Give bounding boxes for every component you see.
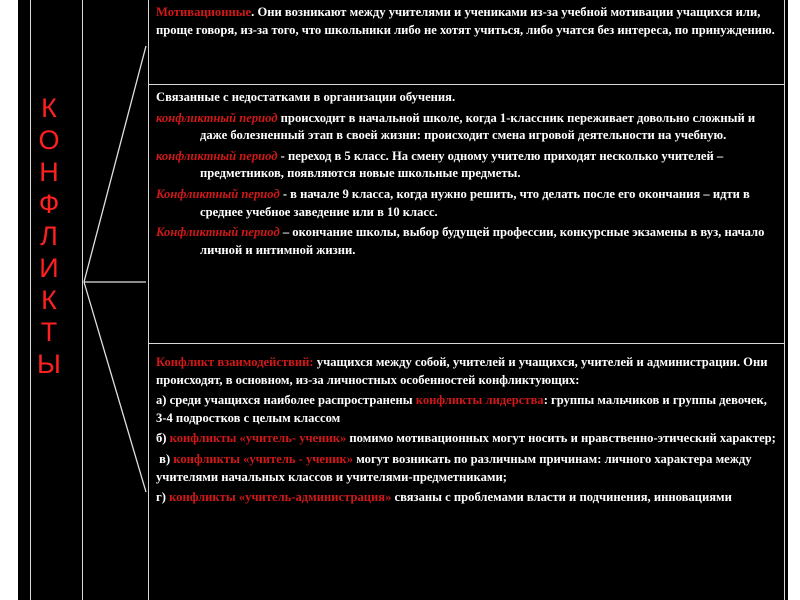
item-highlight: конфликты лидерства [415, 393, 544, 408]
item-prefix: б) [156, 431, 170, 446]
motivational-text: . Они возникают между учителями и учениками из-за учебной мотивации учащихся или, проще говоря, из-за того, что школьники либо не хотят учиться, либо учатся без интереса, по принуждению. [156, 5, 775, 37]
interaction-intro [156, 354, 776, 389]
item-text: : группы мальчиков и группы девочек, 3-4 подростков с целым классом [156, 393, 767, 425]
period-text: - переход в 5 класс. На смену одному учителю приходят несколько учителей –предметников, появляются новые школьные предметы. [200, 148, 724, 181]
organization-conflicts-cell [150, 89, 782, 259]
item-highlight: конфликты «учитель - ученик» [173, 451, 354, 466]
period-label: Конфликтный период [156, 186, 280, 201]
title-letter: О [38, 125, 60, 155]
title-letter: Т [40, 317, 58, 347]
period-item [156, 186, 776, 221]
title-letter: К [41, 285, 57, 315]
title-letter: И [39, 253, 59, 283]
title-letter: Ы [37, 349, 61, 379]
title-letter: Ф [38, 189, 60, 219]
motivational-lead: Мотивационные [156, 5, 252, 19]
item-prefix: а) среди учащихся наиболее распространены [156, 393, 416, 408]
motivational-paragraph [156, 4, 776, 39]
interaction-lead: Конфликт взаимодействий: [156, 355, 314, 369]
period-text: – окончание школы, выбор будущей профессии, конкурсные экзамены в вуз, начало личной и интимной жизни. [200, 225, 765, 257]
period-text: происходит в начальной школе, когда 1-классник переживает довольно сложный и даже болезненный этап в своей жизни: происходит смена игровой деятельности на учебную. [200, 110, 756, 143]
interaction-item-c [156, 451, 776, 486]
period-label: Конфликтный период [156, 225, 280, 240]
title-letter: Л [40, 221, 58, 251]
vertical-title [18, 92, 80, 380]
motivational-conflicts-cell [150, 4, 782, 39]
connector-top [84, 46, 146, 282]
period-label: конфликтный период [156, 110, 278, 125]
item-highlight: конфликты «учитель-администрация» [169, 490, 392, 505]
interaction-intro-text: учащихся между собой, учителей и учащихся, учителей и администрации. Они происходят, в основном, из-за личностных особенностей конфликтующих: [156, 355, 768, 387]
interaction-item-d [156, 489, 776, 507]
period-label: конфликтный период [156, 148, 278, 163]
item-prefix: в) [156, 451, 174, 466]
title-letter: Н [39, 157, 59, 187]
interaction-item-a [156, 392, 776, 427]
title-letter: К [41, 93, 57, 123]
interaction-conflicts-cell [150, 354, 782, 507]
period-text: - в начале 9 класса, когда нужно решить, что делать после его окончания – идти в среднее учебное заведение или в 10 класс. [200, 186, 750, 219]
interaction-item-b [156, 430, 776, 448]
item-prefix: г) [156, 490, 170, 505]
period-item [156, 148, 776, 183]
organization-intro: Связанные с недостатками в организации обучения. [156, 90, 456, 104]
item-text: могут возникать по различным причинам: личного характера между учителями начальных классов и учителями-предметниками; [156, 451, 752, 484]
period-item [156, 224, 776, 259]
item-text: помимо мотивационных могут носить и нравственно-этический характер; [346, 431, 776, 446]
connector-bottom [84, 282, 146, 492]
period-item [156, 110, 776, 145]
item-highlight: конфликты «учитель- ученик» [169, 431, 347, 446]
item-text: связаны с проблемами власти и подчинения, инновациями [391, 490, 732, 505]
